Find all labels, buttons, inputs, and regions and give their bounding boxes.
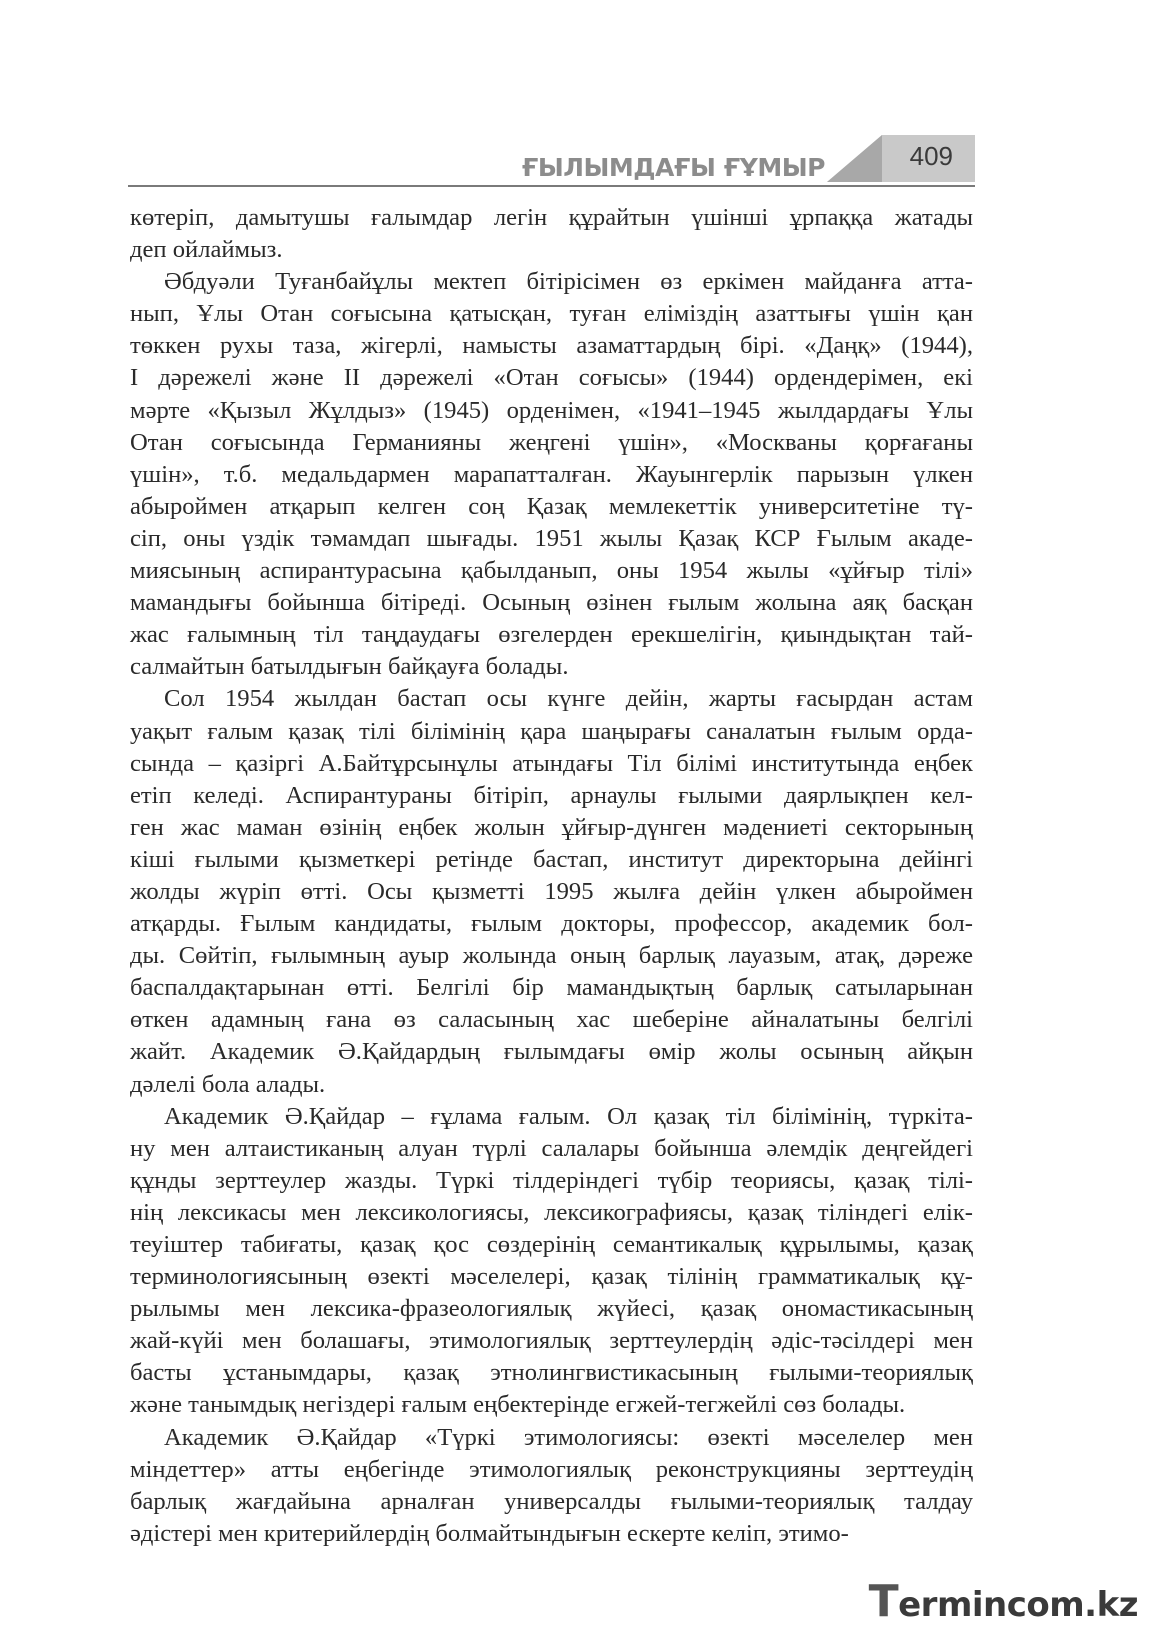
text-line: жас ғалымның тіл таңдаудағы өзгелерден ерекшелігін, қиындықтан тай- xyxy=(130,621,973,649)
text-line: салмайтын батылдығын байқауға болады. xyxy=(130,653,569,681)
text-line: нып, Ұлы Отан соғысына қатысқан, туған еліміздің азаттығы үшін қан xyxy=(130,300,973,328)
paragraph xyxy=(130,1101,973,1422)
paragraph xyxy=(130,202,973,266)
text-line: көтеріп, дамытушы ғалымдар легін құрайтын үшінші ұрпаққа жатады xyxy=(130,204,973,231)
text-line: миясының аспирантурасына қабылданып, оны 1954 жылы «ұйғыр тілі» xyxy=(130,557,973,585)
text-line: барлық жағдайына арналған универсалды ғылыми-теориялық талдау xyxy=(130,1487,973,1515)
text-line: кіші ғылыми қызметкері ретінде бастап, институт директорына дейінгі xyxy=(130,845,973,873)
page-number-tab xyxy=(827,135,975,182)
text-line: ну мен алтаистиканың алуан түрлі салалары бойынша әлемдік деңгейдегі xyxy=(130,1134,973,1162)
text-line: атқарды. Ғылым кандидаты, ғылым докторы, профессор, академик бол- xyxy=(130,910,973,938)
text-line: І дәрежелі және ІІ дәрежелі «Отан соғысы» (1944) ордендерімен, екі xyxy=(130,364,973,392)
text-line: Сол 1954 жылдан бастап осы күнге дейін, жарты ғасырдан астам xyxy=(164,685,973,713)
text-line: жолды жүріп өтті. Осы қызметті 1995 жылға дейін үлкен абыроймен xyxy=(130,877,973,905)
text-line: мамандығы бойынша бітіреді. Осының өзінен ғылым жолына аяқ басқан xyxy=(130,589,973,617)
paragraph xyxy=(130,1422,973,1550)
text-line: ген жас маман өзінің еңбек жолын ұйғыр-дүнген мәдениеті секторының xyxy=(130,813,973,841)
text-line: нің лексикасы мен лексикологиясы, лексикографиясы, қазақ тіліндегі елік- xyxy=(130,1198,973,1226)
text-line: Отан соғысында Германияны жеңгені үшін», «Москваны қорғағаны xyxy=(130,428,973,456)
text-line: жай-күйі мен болашағы, этимологиялық зерттеулердің әдіс-тәсілдері мен xyxy=(130,1327,973,1355)
text-line: баспалдақтарынан өтті. Белгілі бір мамандықтың барлық сатыларынан xyxy=(130,974,973,1002)
running-header-title: ҒЫЛЫМДАҒЫ ҒҰМЫР xyxy=(521,153,825,182)
page-number: 409 xyxy=(909,141,953,171)
paragraph xyxy=(130,683,973,1100)
text-line: етіп келеді. Аспирантураны бітіріп, арнаулы ғылыми даярлықпен кел- xyxy=(130,781,973,809)
paragraph xyxy=(130,266,973,683)
text-line: Академик Ә.Қайдар «Түркі этимологиясы: өзекті мәселелер мен xyxy=(164,1423,973,1451)
text-line: сында – қазіргі А.Байтұрсынұлы атындағы Тіл білімі институтында еңбек xyxy=(130,749,973,777)
text-line: жайт. Академик Ә.Қайдардың ғылымдағы өмір жолы осының айқын xyxy=(130,1038,973,1066)
text-line: сіп, оны үздік тәмамдап шығады. 1951 жылы Қазақ КСР Ғылым акаде- xyxy=(130,524,973,552)
text-line: Әбдуәли Туғанбайұлы мектеп бітірісімен өз еркімен майданға атта- xyxy=(164,268,973,296)
text-line: дәлелі бола алады. xyxy=(130,1070,326,1098)
running-header xyxy=(128,135,975,187)
text-line: және танымдық негіздері ғалым еңбектерінде егжей-тегжейлі сөз болады. xyxy=(130,1391,906,1419)
text-line: деп ойлаймыз. xyxy=(130,236,283,264)
text-line: уақыт ғалым қазақ тілі білімінің қара шаңырағы саналатын ғылым орда- xyxy=(130,717,973,745)
watermark-text: ermincom.kz xyxy=(898,1585,1138,1625)
text-line: теуіштер табиғаты, қазақ қос сөздерінің семантикалық құрылымы, қазақ xyxy=(130,1231,973,1258)
text-line: міндеттер» атты еңбегінде этимологиялық реконструкцияны зерттеудің xyxy=(130,1455,973,1483)
body-text xyxy=(130,202,973,1550)
text-line: мәрте «Қызыл Жұлдыз» (1945) орденімен, «1941–1945 жылдардағы Ұлы xyxy=(130,396,973,424)
text-line: Академик Ә.Қайдар – ғұлама ғалым. Ол қазақ тіл білімінің, түркіта- xyxy=(164,1102,973,1130)
text-line: үшін», т.б. медальдармен марапатталған. Жауынгерлік парызын үлкен xyxy=(130,460,973,488)
text-line: құнды зерттеулер жазды. Түркі тілдеріндегі түбір теориясы, қазақ тілі- xyxy=(130,1166,973,1194)
header-rule xyxy=(128,185,975,187)
text-line: өткен адамның ғана өз саласының хас шеберіне айналатыны белгілі xyxy=(130,1006,973,1034)
text-line: әдістері мен критерийлердің болмайтындығын ескерте келіп, этимо- xyxy=(130,1519,849,1547)
site-watermark xyxy=(869,1576,1138,1627)
text-line: рылымы мен лексика-фразеологиялық жүйесі, қазақ ономастикасының xyxy=(130,1295,973,1323)
text-line: терминологиясының өзекті мәселелері, қазақ тілінің грамматикалық құ- xyxy=(130,1263,973,1291)
watermark-logo-letter: T xyxy=(868,1576,899,1627)
text-line: төккен рухы таза, жігерлі, намысты азаматтардың бірі. «Даңқ» (1944), xyxy=(130,332,973,360)
text-line: басты ұстанымдары, қазақ этнолингвистикасының ғылыми-теориялық xyxy=(130,1359,973,1387)
text-line: ды. Сөйтіп, ғылымның ауыр жолында оның барлық лауазым, атақ, дәреже xyxy=(130,942,973,970)
text-line: абыроймен атқарып келген соң Қазақ мемлекеттік университетіне тү- xyxy=(130,492,973,520)
